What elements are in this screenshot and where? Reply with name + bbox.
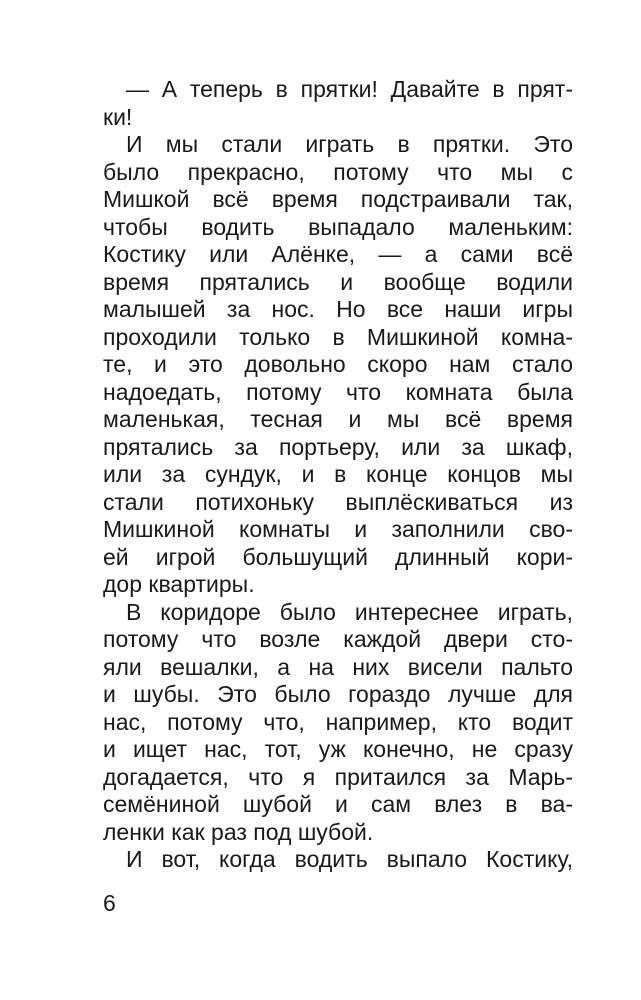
text-line: и ищет нас, тот, уж конечно, не сразу [103, 736, 573, 762]
text-line: чтобы водить выпадало маленьким: [103, 213, 573, 240]
text-line: нас, потому что, например, кто водит [103, 708, 573, 735]
book-page-text [103, 76, 573, 874]
text-line: — А теперь в прятки! Давайте в прят- [126, 76, 573, 102]
text-line: и шубы. Это было гораздо лучше для [103, 681, 573, 707]
text-line: Костику или Алёнке, — а сами всё [103, 241, 573, 267]
text-line: ленки как раз под шубой. [103, 818, 374, 845]
text-line: ки! [103, 103, 133, 130]
page-number: 6 [103, 890, 116, 916]
text-line: И мы стали играть в прятки. Это [126, 131, 573, 157]
text-line: время прятались и вообще водили [103, 268, 573, 295]
text-line: было прекрасно, потому что мы с [103, 158, 573, 185]
text-line: Мишкиной комнаты и заполнили сво- [103, 516, 573, 542]
text-line: И вот, когда водить выпало Костику, [126, 846, 573, 872]
text-line: те, и это довольно скоро нам стало [103, 351, 573, 377]
text-line: потому что возле каждой двери сто- [103, 626, 573, 652]
text-line: В коридоре было интереснее играть, [126, 598, 573, 625]
text-line: семёниной шубой и сам влез в ва- [103, 791, 573, 817]
text-line: Мишкой всё время подстраивали так, [103, 186, 573, 212]
text-line: надоедать, потому что комната была [103, 378, 573, 405]
text-line: яли вешалки, а на них висели пальто [103, 653, 573, 680]
text-line: маленькая, тесная и мы всё время [103, 406, 573, 432]
text-line: ей игрой большущий длинный кори- [103, 543, 573, 570]
text-line: прятались за портьеру, или за шкаф, [103, 433, 573, 460]
text-line: проходили только в Мишкиной комна- [103, 323, 573, 350]
text-line: догадается, что я притаился за Марь- [103, 763, 573, 790]
text-line: дор квартиры. [103, 571, 255, 597]
text-line: стали потихоньку выплёскиваться из [103, 488, 573, 515]
text-line: малышей за нос. Но все наши игры [103, 296, 573, 322]
text-line: или за сундук, и в конце концов мы [103, 461, 573, 487]
